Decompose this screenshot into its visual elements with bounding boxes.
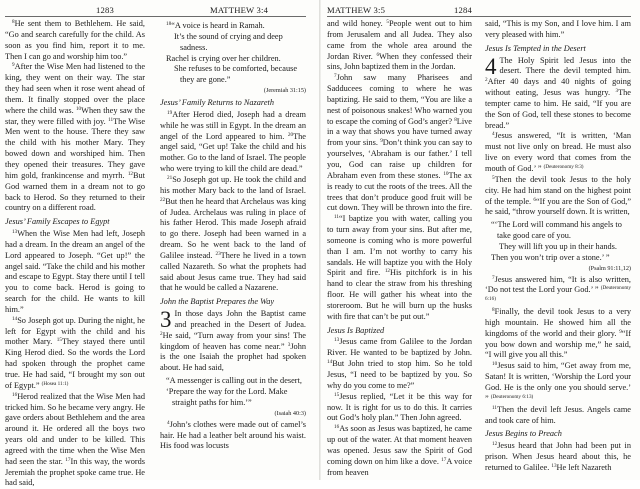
poetry-line: Rachel is crying over her children.	[166, 53, 281, 63]
verse-paragraph: $^{13}$Jesus came from Galilee to the Jordan River. He wanted to be baptized by John. $^{14}$But John tried to stop him. So he told Jesus, “I need to be baptized by you. So why do you come to me?”	[327, 337, 472, 390]
verse-paragraph: $^4$Jesus answered, “It is written, ‘Man must not live only on bread. He must also live on every word that comes from the mouth of God.’ ” $^{(Deuteronomy 8:3)}$	[485, 131, 631, 173]
scripture-reference: (Psalm 91:11,12)	[588, 264, 631, 272]
poetry-quote	[160, 21, 306, 95]
poetry-line: She refuses to be comforted, because they are gone.”	[174, 64, 298, 85]
text-column	[485, 19, 631, 480]
chapter-number: 4	[485, 53, 497, 79]
right-page	[321, 0, 640, 480]
running-head: MATTHEW 3:4	[210, 5, 269, 15]
text-column	[160, 19, 306, 480]
chapter-paragraph	[160, 309, 306, 374]
section-heading: John the Baptist Prepares the Way	[160, 297, 275, 307]
chapter-paragraph	[485, 53, 631, 132]
poetry-line: They will lift you up in their hands.	[499, 241, 617, 251]
poetry-line: “‘The Lord will command his angels to take good care of you.	[491, 220, 622, 241]
left-page	[0, 0, 319, 488]
verse-paragraph: $^7$Jesus answered him, “It is also written, ‘Do not test the Lord your God.’ ” $^{(Deuteronomy 6:16)}$	[485, 274, 631, 303]
verse-paragraph: and wild honey. $^5$People went out to him from Jerusalem and all Judea. They also came from the whole area around the Jordan River. $^6$When they confessed their sins, John baptized them in the Jordan.	[327, 19, 472, 72]
poetry-quote	[160, 376, 306, 418]
verse-paragraph: $^{16}$Herod realized that the Wise Men had tricked him. So he became very angry. He gave orders about Bethlehem and the area around it. He ordered all the boys two years old and under to be killed. This agreed with the time when the Wise Men had seen the star. $^{17}$In this way, the words Jeremiah the prophet spoke came true. He had said,	[5, 391, 145, 488]
text-column	[5, 19, 146, 488]
verse-paragraph: $^{10}$Jesus said to him, “Get away from me, Satan! It is written, ‘Worship the Lord your God. He is the only one you should serve.’ ” $^{(Deuteronomy 6:13)}$	[485, 361, 631, 403]
chapter-number: 3	[160, 307, 172, 333]
section-heading: Jesus’ Family Returns to Nazareth	[160, 98, 274, 108]
verse-paragraph: $^9$After the Wise Men had listened to the king, they went on their way. The star they had seen when it rose went ahead of them. It finally stopped over the place where the child was. $^{10}$When they saw the star, they were filled with joy. $^{11}$The Wise Men went to the house. There they saw the child with his mother Mary. They bowed down and worshiped him. Then they opened their treasures. They gave him gold, frankincense and myrrh. $^{12}$But God warned them in a dream not to go back to Herod. So they returned to their country on a different road.	[5, 62, 146, 213]
page-number: 1283	[96, 5, 114, 15]
verse-paragraph: $^{16}$As soon as Jesus was baptized, he came up out of the water. At that moment heaven was opened. Jesus saw the Spirit of God coming down on him like a dove. $^{17}$A voice from heaven	[327, 424, 473, 477]
verse-paragraph: $^{12}$Jesus heard that John had been put in prison. When Jesus heard about this, he returned to Galilee. $^{13}$He left Nazareth	[485, 441, 631, 472]
section-heading: Jesus Begins to Preach	[485, 429, 562, 439]
section-heading: Jesus’ Family Escapes to Egypt	[5, 217, 110, 227]
poetry-line: “A messenger is calling out in the desert,	[166, 376, 302, 386]
verse-paragraph: $^8$Finally, the devil took Jesus to a very high mountain. He showed him all the kingdoms of the world and their glory. $^9$“If you bow down and worship me,” he said, “I will give you all this.”	[485, 307, 631, 360]
scripture-reference: (Isaiah 40:3)	[274, 409, 306, 417]
poetry-quote	[485, 220, 631, 272]
scripture-reference: (Jeremiah 31:15)	[263, 87, 306, 95]
verse-paragraph: $^{11}$Then the devil left Jesus. Angels came and took care of him.	[485, 404, 631, 425]
verse-paragraph: $^{11}$“I baptize you with water, calling you to turn away from your sins. But after me, someone is coming who is more powerful than I am. I’m not worthy to carry his sandals. He will baptize you with the Holy Spirit and fire. $^{12}$His pitchfork is in his hand to clear the straw from his threshing floor. He will gather his wheat into the storeroom. But he will burn up the husks with fire that can’t be put out.”	[327, 214, 473, 321]
verse-paragraph: $^{19}$After Herod died, Joseph had a dream while he was still in Egypt. In the dream an angel of the Lord appeared to him. $^{20}$The angel said, “Get up! Take the child and his mother. Go to the land of Israel. The people who were trying to kill the child are dead.”	[160, 109, 306, 174]
verse-paragraph: $^{13}$When the Wise Men had left, Joseph had a dream. In the dream an angel of the Lord appeared to Joseph. “Get up!” the angel said. “Take the child and his mother and escape to Egypt. Stay there until I tell you to come back. Herod is going to search for the child. He wants to kill him.”	[5, 229, 145, 314]
verse-paragraph: $^5$Then the devil took Jesus to the holy city. He had him stand on the highest point of the temple. $^6$“If you are the Son of God,” he said, “throw yourself down. It is written,	[485, 174, 632, 217]
verse-paragraph: $^8$He sent them to Bethlehem. He said, “Go and search carefully for the child. As soon as you find him, report it to me. Then I can go and worship him too.”	[5, 19, 145, 61]
verse-paragraph: $^{14}$So Joseph got up. During the night, he left for Egypt with the child and his mother Mary. $^{15}$They stayed there until King Herod died. So the words the Lord had spoken through the prophet came true. He had said, “I brought my son out of Egypt.” $^{(Hosea 11:1)}$	[5, 315, 146, 390]
verse-paragraph: $^{21}$So Joseph got up. He took the child and his mother Mary back to the land of Israel. $^{22}$But then he heard that Archelaus was king of Judea. Archelaus was ruling in place of his father Herod. This made Joseph afraid to go there. Joseph had been warned in a dream. So he went back to the land of Galilee instead. $^{23}$There he lived in a town called Nazareth. So what the prophets had said about Jesus came true. They had said that he would be called a Nazarene.	[160, 174, 306, 293]
verse-paragraph: said, “This is my Son, and I love him. I am very pleased with him.”	[485, 19, 631, 39]
verse-paragraph: $^{15}$Jesus replied, “Let it be this way for now. It is right for us to do this. It carries out God’s holy plan.” Then John agreed.	[327, 391, 472, 423]
section-heading: Jesus Is Tempted in the Desert	[485, 43, 586, 53]
poetry-line: It’s the sound of crying and deep sadness.	[174, 31, 283, 52]
verse-paragraph: $^7$John saw many Pharisees and Sadducees coming to where he was baptizing. He said to them, “You are like a nest of poisonous snakes! Who warned you to escape the coming of God’s anger? $^8$Live in a way that shows you have turned away from your sins. $^9$Don’t think you can say to yourselves, ‘Abraham is our father.’ I tell you, God can raise up children for Abraham even from these stones. $^{10}$The ax is ready to cut the roots of the trees. All the trees that don’t produce good fruit will be cut down. They will be thrown into the fire.	[327, 73, 473, 213]
text-column	[327, 19, 472, 480]
section-heading: Jesus Is Baptized	[327, 325, 385, 335]
header-rule	[5, 16, 306, 17]
running-head: MATTHEW 3:5	[327, 5, 386, 15]
poetry-line: ‘Prepare the way for the Lord. Make straight paths for him.’”	[166, 387, 288, 407]
header-rule	[327, 16, 631, 17]
page-number: 1284	[454, 5, 472, 15]
chapter-text: In those days John the Baptist came and preached in the Desert of Judea. $^2$He said, “Turn away from your sins! The kingdom of heaven has come near.” $^3$John is the one Isaiah the prophet had spoken about. He had said,	[160, 309, 306, 373]
poetry-line: Then you won’t trip over a stone.’ ”	[491, 252, 610, 262]
poetry-line: $^{18}$“A voice is heard in Ramah.	[166, 21, 265, 30]
chapter-text: The Holy Spirit led Jesus into the desert. There the devil tempted him. $^2$After 40 days and 40 nights of going without eating, Jesus was hungry. $^3$The tempter came to him. He said, “If you are the Son of God, tell these stones to become bread.”	[485, 55, 631, 130]
verse-paragraph: $^4$John’s clothes were made out of camel’s hair. He had a leather belt around his waist. His food was locusts	[160, 419, 306, 451]
